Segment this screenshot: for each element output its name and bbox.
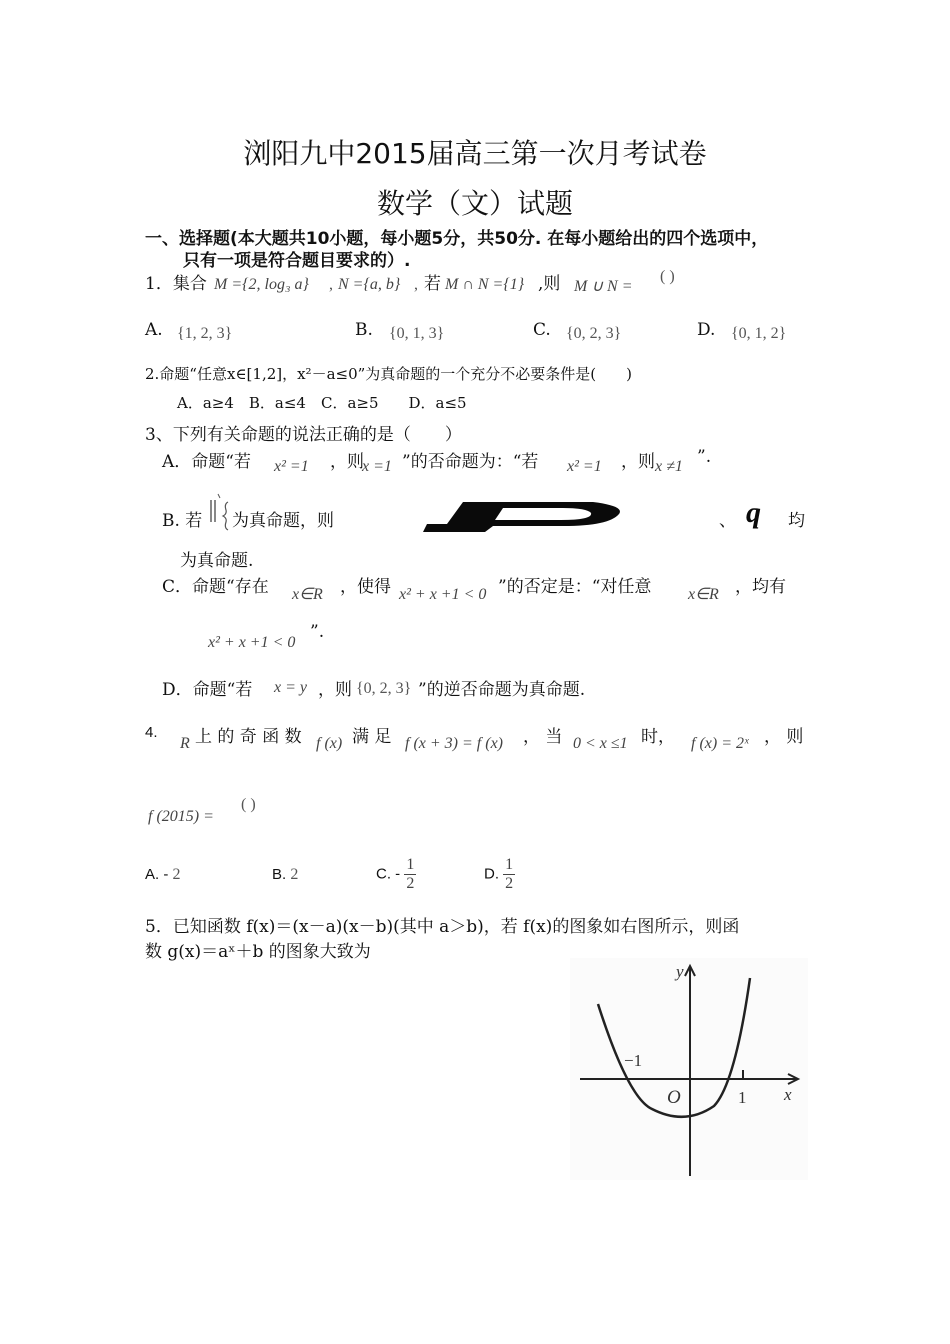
q4-target: f (2015) =: [148, 808, 214, 825]
q3-d-end: ”的逆否命题为真命题.: [418, 680, 586, 700]
q3-c-expr1: x∈R: [292, 586, 323, 603]
section-heading-line2: 只有一项是符合题目要求的）.: [183, 251, 411, 271]
q1-sep2: ,: [414, 276, 418, 293]
q3-a-expr4: x ≠1: [655, 458, 683, 475]
q4-text4: 时，: [641, 727, 675, 747]
q3-d-expr2: {0, 2, 3}: [356, 680, 412, 697]
q4-text1: 上 的 奇 函 数: [195, 727, 302, 747]
q1-option-c-label: C.: [533, 320, 551, 340]
parabola-graph: [570, 958, 808, 1180]
q3-a-expr3: x² =1: [567, 458, 602, 475]
exam-subtitle: 数学（文）试题: [376, 187, 573, 220]
q4-fx: f (x): [316, 735, 343, 752]
q1-num: 1．: [145, 274, 173, 294]
q3-a-mid3: ，则: [621, 452, 655, 472]
q2-stem: 2.命题“任意x∈[1,2]，x²－a≤0”为真命题的一个充分不必要条件是( ): [145, 365, 633, 383]
q1-set-n: N ={a, b}: [338, 276, 401, 293]
origin-label: O: [667, 1087, 681, 1108]
q3-d-mid: ，则: [318, 680, 352, 700]
q3-c-expr3: x∈R: [688, 586, 719, 603]
q3-c-mid1: ，使得: [340, 577, 391, 597]
q4-option-c-label: C. -: [376, 865, 401, 883]
q1-union: M ∪ N =: [574, 278, 633, 295]
q4-paren: ( ): [241, 796, 256, 813]
q4-option-b-value: 2: [290, 866, 299, 883]
q4-option-a: [145, 866, 181, 884]
q1-paren: ( ): [660, 268, 675, 285]
q3-b-sep: 、: [719, 511, 736, 531]
q4-option-b: [272, 866, 298, 884]
q1-number: [145, 269, 207, 294]
q4-option-d-num: 1: [505, 856, 514, 873]
q3-b-continuation: 为真命题.: [180, 551, 254, 571]
q4-option-a-value: 2: [172, 866, 181, 883]
q2-options: A．a≥4 B．a≤4 C．a≥5 D．a≤5: [177, 394, 467, 412]
q1-option-b-value: {0, 1, 3}: [389, 325, 445, 342]
q1-sep1: ,: [329, 276, 333, 293]
one-label: 1: [738, 1088, 747, 1107]
q4-option-d-label: D.: [484, 865, 499, 883]
q1-option-a-value: {1, 2, 3}: [177, 325, 233, 342]
q1-option-c-value: {0, 2, 3}: [566, 325, 622, 342]
q1-ze: ,则: [538, 274, 561, 294]
q3-a-expr1: x² =1: [274, 458, 309, 475]
q3-a-mid1: ，则: [330, 452, 364, 472]
q3-c-expr2: x² + x +1 < 0: [399, 586, 487, 603]
q3-a-end: ”.: [697, 447, 712, 467]
q3-a-expr2: x =1: [362, 458, 392, 475]
q3-b-formula-glyph: [204, 492, 234, 536]
q3-c-pre: C．命题“存在: [162, 577, 269, 597]
q4-option-c-den: 2: [406, 875, 415, 892]
x-axis-label: x: [784, 1085, 792, 1104]
q4-r: R: [180, 735, 190, 752]
q4-option-d: [484, 856, 515, 893]
q4-interval: 0 < x ≤1: [573, 735, 628, 752]
q1-lead: 集合: [172, 274, 207, 294]
q1-option-a-label: A.: [145, 320, 163, 340]
q5-line1: 5．已知函数 f(x)＝(x－a)(x－b)(其中 a＞b)，若 f(x)的图象如右图所示，则函: [145, 917, 740, 937]
q1-option-d-value: {0, 1, 2}: [731, 325, 787, 342]
y-axis-label: y: [676, 962, 684, 981]
q3-b-mid: 为真命题，则: [232, 511, 334, 531]
q4-option-c-num: 1: [406, 856, 415, 873]
exam-title: 浏阳九中2015届高三第一次月考试卷: [243, 137, 707, 170]
q-glyph: q: [746, 496, 761, 529]
section-heading-line1: 一、选择题(本大题共10小题，每小题5分，共50分. 在每小题给出的四个选项中，: [145, 229, 769, 249]
q3-d-expr1: x = y: [274, 679, 307, 696]
q4-text5: ， 则: [764, 727, 804, 747]
q4-text3: ， 当: [523, 727, 563, 747]
parabola-graph-svg: [570, 958, 808, 1180]
q3-c-line2-expr: x² + x +1 < 0: [208, 634, 296, 651]
q3-stem: 3、下列有关命题的说法正确的是（ ）: [145, 425, 462, 445]
q4-option-a-label: A. -: [145, 866, 169, 883]
q1-option-b-label: B.: [355, 320, 373, 340]
q4-text2: 满 足: [352, 727, 392, 747]
q1-set-m: M ={2, log₃ a}: [214, 276, 309, 293]
q4-option-d-fraction: [503, 856, 515, 893]
q3-a-mid2: ”的否命题为：“若: [402, 452, 539, 472]
q4-option-b-label: B.: [272, 866, 287, 883]
q3-b-pre: B. 若: [162, 511, 203, 531]
neg-one-label: −1: [624, 1051, 643, 1070]
q3-c-end: ，均有: [735, 577, 786, 597]
q1-ruo: 若: [424, 274, 441, 294]
q3-c-line2-end: ”.: [310, 622, 325, 642]
q3-c-mid2: ”的否定是：“对任意: [498, 577, 652, 597]
q5-line2: 数 g(x)＝aˣ＋b 的图象大致为: [145, 942, 371, 962]
q4-number: 4.: [145, 724, 158, 741]
q3-b-end: 均: [788, 511, 805, 531]
q4-option-d-den: 2: [505, 875, 514, 892]
q4-option-c: [376, 856, 416, 893]
q3-a-pre: A．命题“若: [162, 452, 251, 472]
q4-periodic: f (x + 3) = f (x): [405, 735, 503, 752]
q4-definition: f (x) = 2ˣ: [691, 735, 749, 752]
q1-condition: M ∩ N ={1}: [445, 276, 525, 293]
q1-option-d-label: D.: [697, 320, 716, 340]
q4-option-c-fraction: [404, 856, 416, 893]
q3-d-pre: D．命题“若: [162, 680, 253, 700]
p-glyph-icon: [423, 502, 625, 532]
